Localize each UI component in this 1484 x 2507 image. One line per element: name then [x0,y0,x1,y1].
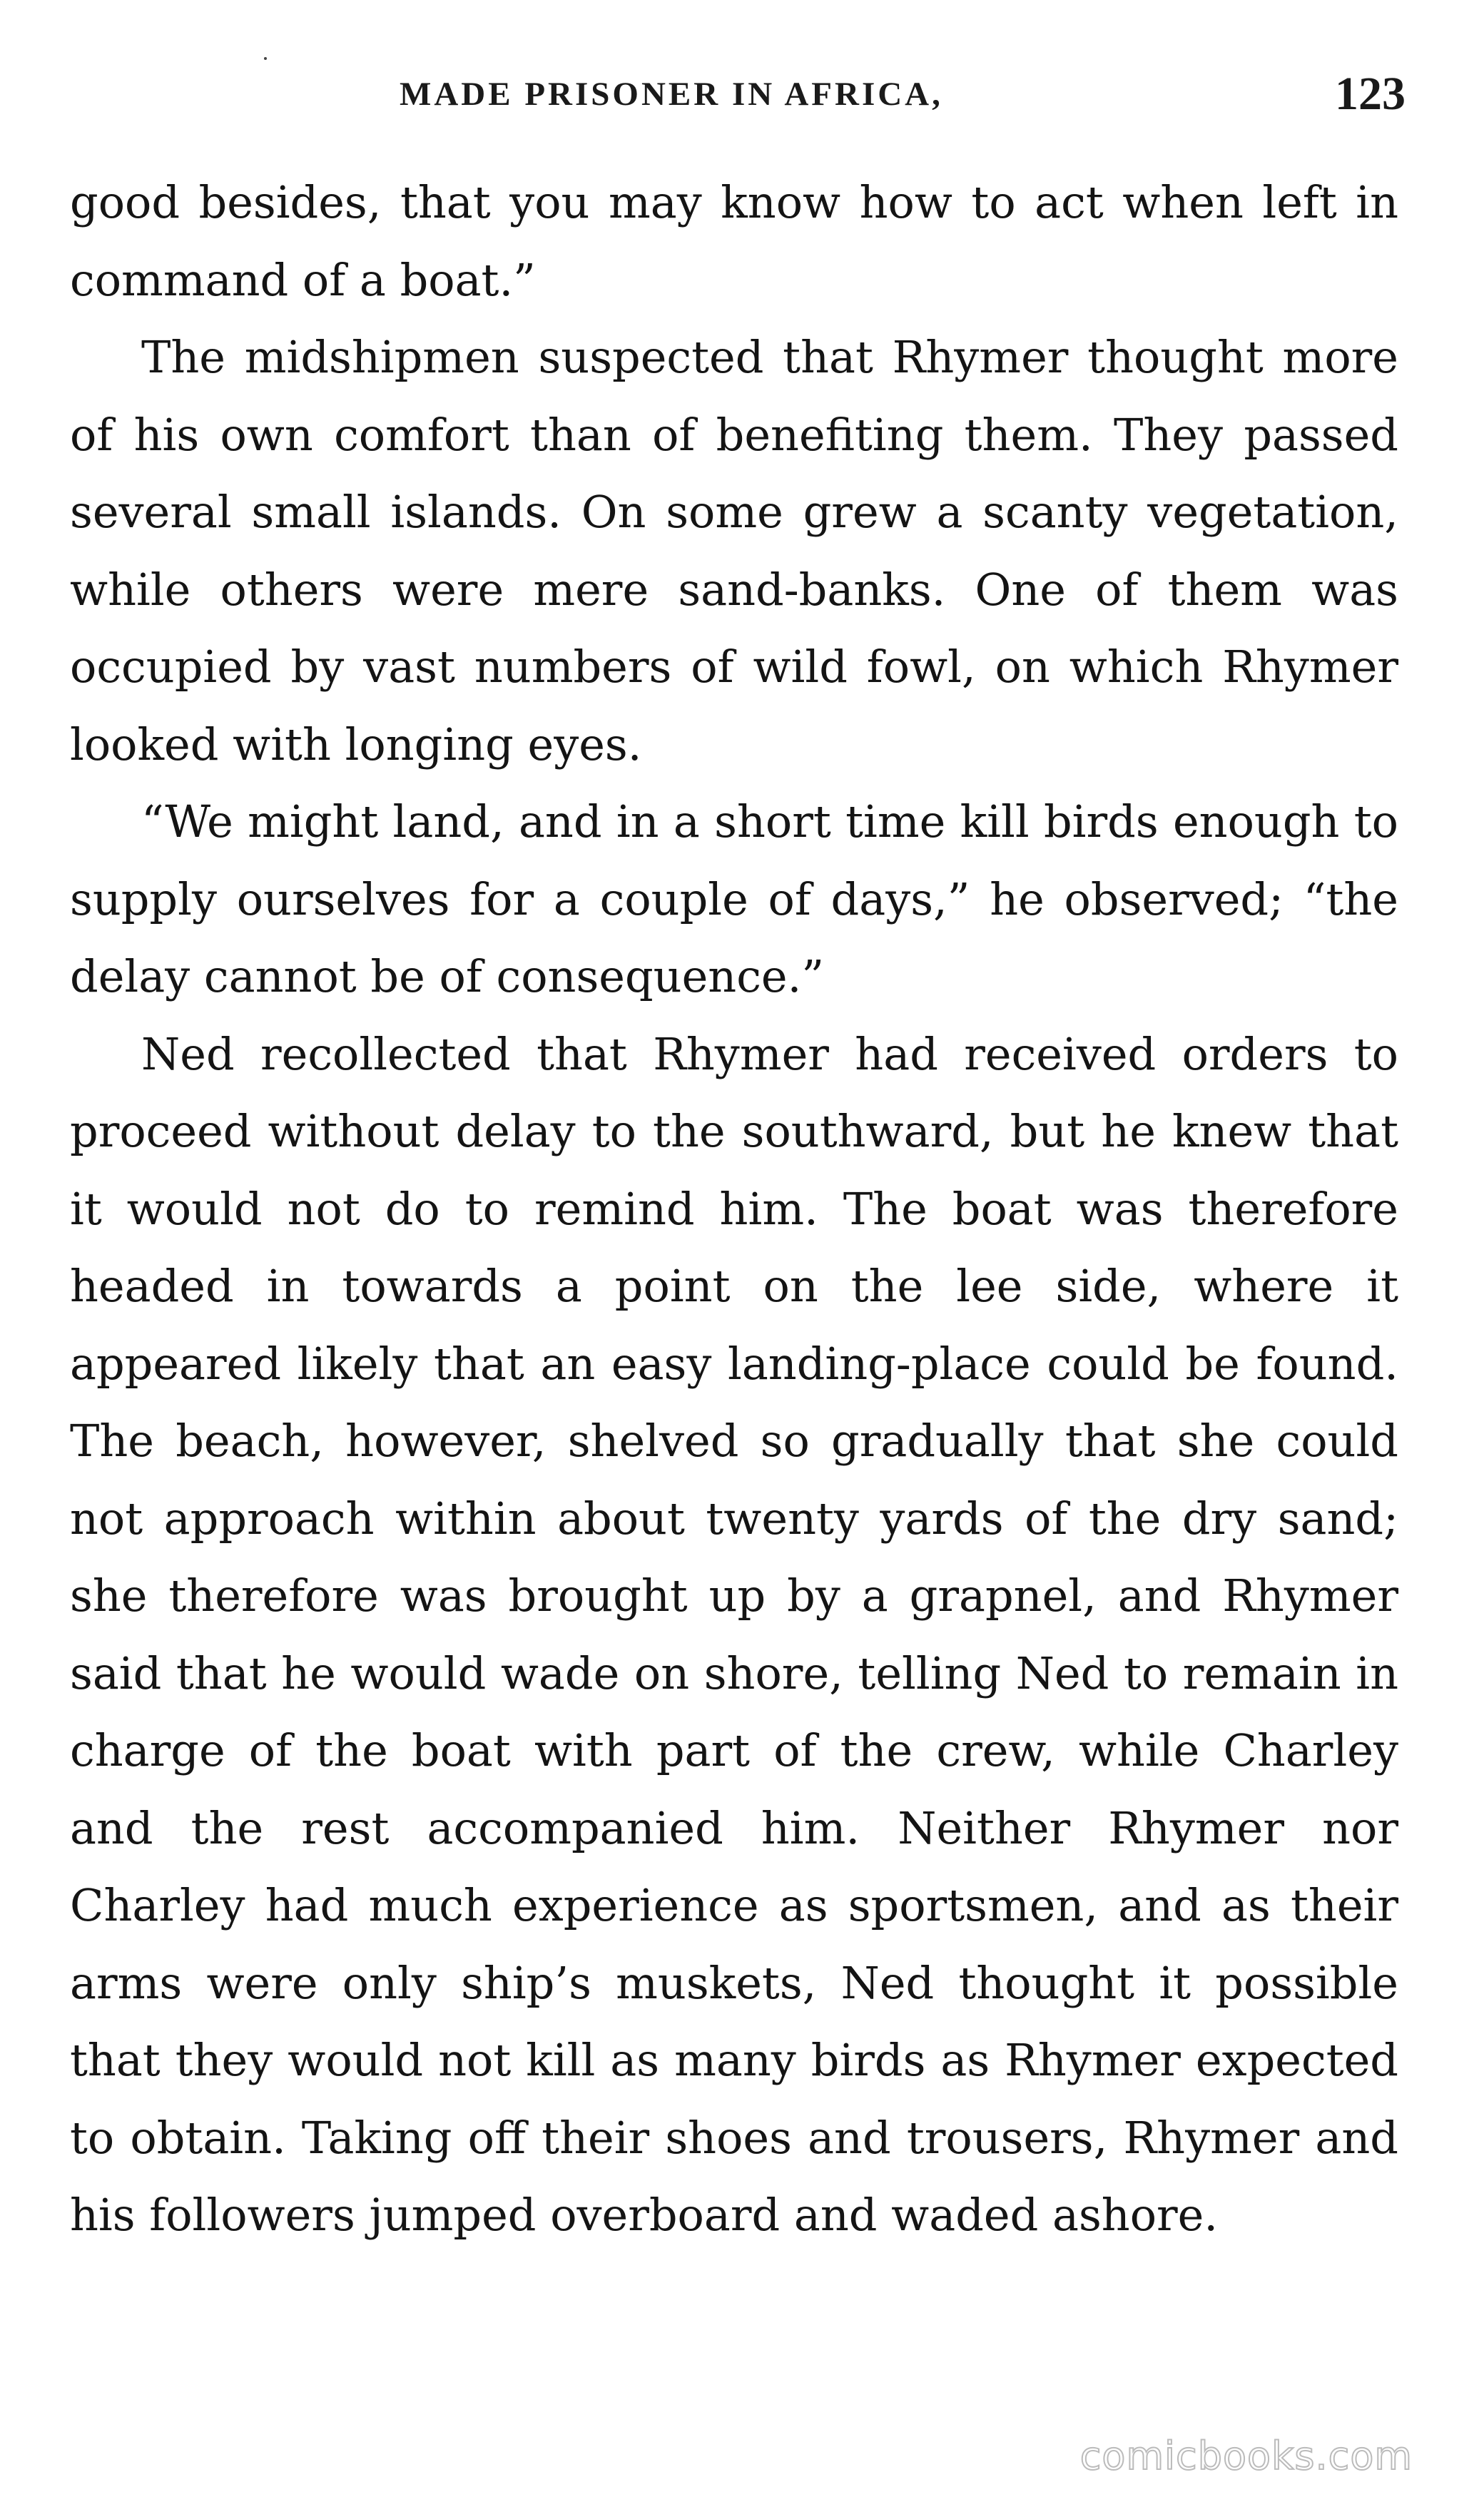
ink-speck [264,57,267,60]
paragraph-continued: good besides, that you may know how to act when left in command of a boat.” [70,176,1398,306]
body-text [70,164,1398,2254]
watermark: comicbooks.com [1079,2434,1413,2478]
paragraph: The midshipmen suspected that Rhymer thought more of his own comfort than of benefiting them. They passed several small islands. On some grew a scanty vegetation, while others were mere sand-banks. One of them was occupied by vast numbers of wild fowl, on which Rhymer looked with longing eyes. [70,331,1398,771]
paragraph: Ned recollected that Rhymer had received orders to proceed without delay to the southward, but he knew that it would not do to remind him. The boat was therefore headed in towards a point on the lee side, where it appeared likely that an easy landing-place could be found. The beach, however, shelved so gradually that she could not approach within about twenty yards of the dry sand; she therefore was brought up by a grapnel, and Rhymer said that he would wade on shore, telling Ned to remain in charge of the boat with part of the crew, while Charley and the rest accompanied him. Neither Rhymer nor Charley had much experience as sportsmen, and as their arms were only ship’s muskets, Ned thought it possible that they would not kill as many birds as Rhymer expected to obtain. Taking off their shoes and trousers, Rhymer and his followers jumped overboard and waded ashore. [70,1027,1398,2241]
running-title: MADE PRISONER IN AFRICA, [400,76,943,113]
paragraph-dialogue: “We might land, and in a short time kill birds enough to supply ourselves for a couple of days,” he observed; “the delay cannot be of consequence.” [70,795,1398,1002]
page-number: 123 [1335,68,1406,120]
running-head [400,66,1406,123]
